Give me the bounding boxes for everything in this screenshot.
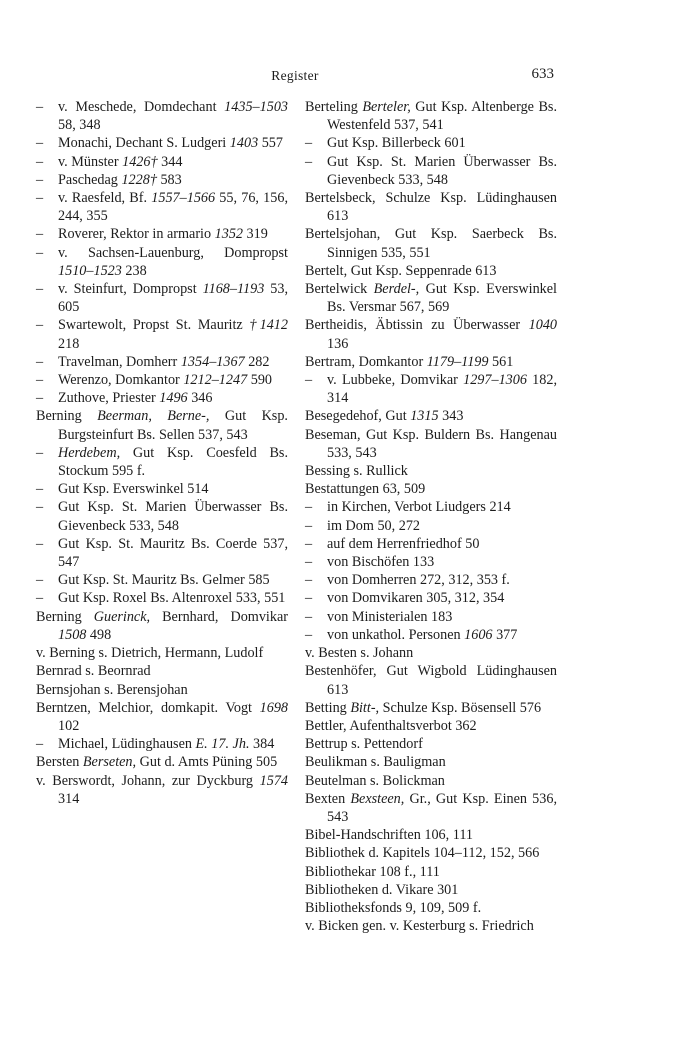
entry-text: Bertelwick (305, 281, 374, 298)
entry-text: v. Meschede, Domdechant (58, 99, 225, 115)
subentry-dash: – (36, 481, 44, 498)
entry-italic-text: 1212–1247 (183, 372, 248, 389)
entry-text: v. Berswordt, Johann, zur Dyckburg (36, 772, 260, 789)
entry-text: v. Münster (58, 153, 123, 170)
subentry-dash: – (36, 572, 44, 589)
entry-text: Beutelman s. Bolickman (305, 772, 445, 789)
entry-text: Bessing s. Rullick (305, 463, 408, 480)
index-entry (305, 644, 557, 662)
index-subentry (305, 589, 557, 607)
entry-text: Gut Ksp. Roxel Bs. Altenroxel 533, 551 (58, 590, 286, 607)
entry-italic-text: 1040 (528, 317, 557, 334)
index-entry (36, 753, 288, 771)
entry-text: Betting (305, 699, 351, 716)
index-entry (305, 790, 557, 826)
subentry-dash: – (305, 135, 313, 152)
index-entry (36, 681, 288, 699)
entry-italic-text: Herdebem, (58, 444, 121, 461)
entry-text: v. Berning s. Dietrich, Hermann, Ludolf (36, 645, 264, 662)
subentry-dash: – (36, 444, 44, 461)
index-subentry (36, 444, 288, 480)
entry-text: 583 (156, 171, 182, 188)
entry-italic-text: E. 17. Jh. (195, 736, 250, 753)
index-entry (36, 662, 288, 680)
page-header (36, 66, 554, 88)
index-entry (305, 863, 557, 881)
index-subentry (36, 171, 288, 189)
entry-text: Besegedehof, Gut (305, 408, 411, 425)
index-subentry (305, 517, 557, 535)
index-subentry (36, 535, 288, 571)
entry-italic-text: 1508 (58, 626, 87, 643)
index-entry (305, 662, 557, 698)
entry-text: 557 (258, 135, 283, 152)
entry-text: 498 (86, 626, 112, 643)
subentry-dash: – (305, 608, 313, 625)
entry-italic-text: 1352 (214, 226, 243, 243)
index-entry (305, 772, 557, 790)
index-entry (305, 917, 557, 935)
entry-text: Bersten (36, 754, 83, 771)
index-subentry (36, 735, 288, 753)
index-entry (305, 407, 557, 425)
index-subentry (305, 134, 557, 152)
entry-text: im Dom 50, 272 (327, 517, 421, 534)
index-column-left (36, 98, 288, 808)
entry-text: 218 (58, 335, 80, 352)
index-entry (36, 699, 288, 735)
entry-text: 590 (247, 372, 272, 389)
index-subentry (36, 371, 288, 389)
index-subentry (305, 535, 557, 553)
entry-text: Bexten (305, 790, 351, 807)
entry-text: v. Besten s. Johann (305, 645, 414, 662)
subentry-dash: – (36, 590, 44, 607)
entry-italic-text: Beerman, Berne-, (97, 408, 210, 425)
index-subentry (36, 498, 288, 534)
subentry-dash: – (36, 535, 44, 552)
entry-text: von unkathol. Personen (327, 626, 465, 643)
subentry-dash: – (36, 390, 44, 407)
index-entry (305, 225, 557, 261)
entry-text: Bernsjohan s. Berensjohan (36, 681, 188, 698)
entry-text: Bertram, Domkantor (305, 353, 427, 370)
entry-text: Schulze Ksp. Bösensell 576 (379, 699, 542, 716)
entry-text: Michael, Lüdinghausen (58, 736, 196, 753)
entry-text: Berntzen, Melchior, domkapit. Vogt (36, 699, 260, 716)
entry-text: Berteling (305, 99, 363, 115)
index-entry (305, 881, 557, 899)
index-entry (305, 826, 557, 844)
entry-italic-text: 1179–1199 (426, 353, 489, 370)
subentry-dash: – (305, 372, 313, 389)
entry-text: 182, 314 (327, 372, 558, 407)
index-subentry (36, 316, 288, 352)
index-subentry (305, 371, 557, 407)
entry-text: 343 (438, 408, 464, 425)
entry-text: Beulikman s. Bauligman (305, 754, 446, 771)
entry-italic-text: Berdel-, (373, 281, 420, 298)
entry-text: v. Sachsen-Lauenburg, Dompropst (58, 244, 288, 261)
entry-italic-text: †1412 (249, 317, 288, 334)
entry-italic-text: Bitt-, (350, 699, 380, 716)
entry-text: 561 (488, 353, 514, 370)
entry-text: Gut Ksp. St. Marien Überwasser Bs. Gievenbeck 533, 548 (58, 499, 288, 534)
subentry-dash: – (36, 171, 44, 188)
index-entry (305, 699, 557, 717)
entry-text: 377 (492, 626, 518, 643)
entry-text: 136 (327, 335, 349, 352)
index-entry (36, 407, 288, 443)
entry-text: 346 (187, 390, 213, 407)
page-number: 633 (531, 66, 554, 82)
entry-text: Bestenhöfer, Gut Wigbold Lüdinghausen 613 (305, 663, 557, 698)
index-entry (305, 262, 557, 280)
index-column-right (305, 98, 557, 935)
entry-italic-text: Berteler, (362, 99, 411, 115)
index-subentry (305, 553, 557, 571)
subentry-dash: – (36, 499, 44, 516)
entry-text: Bestattungen 63, 509 (305, 481, 426, 498)
index-subentry (36, 353, 288, 371)
entry-text: 319 (243, 226, 268, 243)
subentry-dash: – (305, 153, 313, 170)
entry-text: 238 (121, 262, 147, 279)
index-entry (305, 462, 557, 480)
index-subentry (36, 225, 288, 243)
entry-text: 58, 348 (58, 117, 101, 134)
index-subentry (36, 98, 288, 134)
entry-text: in Kirchen, Verbot Liudgers 214 (327, 499, 511, 516)
index-subentry (305, 153, 557, 189)
entry-text: Berning (36, 608, 94, 625)
entry-text: Gut Ksp. Altenberge Bs. Westenfeld 537, 541 (327, 99, 557, 134)
entry-italic-text: Bexsteen, (350, 790, 405, 807)
entry-text: Paschedag (58, 171, 122, 188)
entry-text: v. Bicken gen. v. Kesterburg s. Friedrich (305, 918, 534, 935)
entry-text: auf dem Herrenfriedhof 50 (327, 535, 480, 552)
entry-text: Gr., Gut Ksp. Einen 536, 543 (327, 790, 558, 825)
entry-text: Gut Ksp. St. Marien Überwasser Bs. Gievenbeck 533, 548 (327, 153, 557, 188)
index-entry (36, 772, 288, 808)
index-entry (305, 426, 557, 462)
entry-text: Berning (36, 408, 98, 425)
entry-text: Bibliothek d. Kapitels 104–112, 152, 566 (305, 845, 540, 862)
index-subentry (305, 571, 557, 589)
entry-text: 384 (249, 736, 275, 753)
entry-italic-text: 1698 (259, 699, 288, 716)
subentry-dash: – (36, 190, 44, 207)
entry-italic-text: 1228† (121, 171, 157, 188)
entry-italic-text: 1354–1367 (180, 353, 245, 370)
subentry-dash: – (36, 99, 44, 115)
entry-italic-text: 1168–1193 (202, 281, 265, 298)
index-subentry (36, 589, 288, 607)
entry-text: Bernrad s. Beornrad (36, 663, 151, 680)
entry-italic-text: 1557–1566 (151, 190, 216, 207)
index-subentry (36, 189, 288, 225)
index-subentry (305, 608, 557, 626)
entry-text: Beseman, Gut Ksp. Buldern Bs. Hangenau 533, 543 (305, 426, 557, 461)
subentry-dash: – (36, 372, 44, 389)
entry-text: Gut Ksp. Coesfeld Bs. Stockum 595 f. (58, 444, 288, 480)
entry-text: Bibliothekar 108 f., 111 (305, 863, 440, 880)
index-entry (305, 899, 557, 917)
entry-text: Travelman, Domherr (58, 353, 181, 370)
index-subentry (36, 480, 288, 498)
entry-text: 282 (244, 353, 270, 370)
entry-text: Roverer, Rektor in armario (58, 226, 215, 243)
entry-italic-text: 1510–1523 (58, 262, 122, 279)
index-subentry (36, 153, 288, 171)
subentry-dash: – (36, 226, 44, 243)
subentry-dash: – (36, 244, 44, 261)
index-subentry (36, 571, 288, 589)
subentry-dash: – (305, 590, 313, 607)
entry-italic-text: Guerinck, (93, 608, 151, 625)
subentry-dash: – (36, 353, 44, 370)
entry-text: Gut Ksp. St. Mauritz Bs. Gelmer 585 (58, 572, 270, 589)
entry-italic-text: 1426† (122, 153, 158, 170)
index-entry (305, 753, 557, 771)
index-subentry (36, 280, 288, 316)
entry-italic-text: 1496 (159, 390, 188, 407)
entry-text: Bettler, Aufenthaltsverbot 362 (305, 717, 477, 734)
entry-text: Monachi, Dechant S. Ludgeri (58, 135, 230, 152)
subentry-dash: – (305, 626, 313, 643)
entry-text: Bertelt, Gut Ksp. Seppenrade 613 (305, 262, 497, 279)
subentry-dash: – (305, 554, 313, 571)
entry-text: Gut Ksp. St. Mauritz Bs. Coerde 537, 547 (58, 535, 288, 571)
subentry-dash: – (36, 281, 44, 298)
entry-text: Gut Ksp. Burgsteinfurt Bs. Sellen 537, 543 (58, 408, 288, 443)
entry-text: v. Lubbeke, Domvikar (327, 372, 464, 389)
entry-text: von Domvikaren 305, 312, 354 (327, 590, 505, 607)
entry-text: Bertelsjohan, Gut Ksp. Saerbeck Bs. Sinnigen 535, 551 (305, 226, 557, 261)
entry-italic-text: 1315 (410, 408, 439, 425)
entry-text: Gut Ksp. Billerbeck 601 (327, 135, 466, 152)
entry-text: Bertheidis, Äbtissin zu Überwasser (305, 317, 529, 334)
index-entry (305, 280, 557, 316)
index-subentry (36, 389, 288, 407)
subentry-dash: – (36, 317, 44, 334)
entry-text: 53, 605 (58, 281, 288, 316)
entry-italic-text: 1574 (259, 772, 288, 789)
entry-text: von Domherren 272, 312, 353 f. (327, 572, 510, 589)
subentry-dash: – (36, 135, 44, 152)
entry-text: 314 (58, 790, 80, 807)
entry-italic-text: 1435–1503 (224, 99, 288, 115)
index-subentry (305, 626, 557, 644)
entry-text: Bertelsbeck, Schulze Ksp. Lüdinghausen 613 (305, 190, 557, 225)
entry-text: Gut Ksp. Everswinkel Bs. Versmar 567, 569 (327, 281, 557, 316)
index-entry (305, 717, 557, 735)
subentry-dash: – (305, 572, 313, 589)
entry-text: Werenzo, Domkantor (58, 372, 184, 389)
subentry-dash: – (36, 736, 44, 753)
entry-text: Bibel-Handschriften 106, 111 (305, 827, 473, 844)
index-entry (36, 608, 288, 644)
entry-text: Bibliotheken d. Vikare 301 (305, 881, 459, 898)
entry-text: v. Raesfeld, Bf. (58, 190, 152, 207)
index-subentry (305, 498, 557, 516)
index-entry (305, 316, 557, 352)
subentry-dash: – (305, 517, 313, 534)
entry-text: 102 (58, 717, 80, 734)
index-entry (36, 644, 288, 662)
entry-text: Bibliotheksfonds 9, 109, 509 f. (305, 899, 482, 916)
index-entry (305, 189, 557, 225)
entry-italic-text: 1606 (464, 626, 493, 643)
index-entry (305, 98, 557, 134)
index-entry (305, 353, 557, 371)
running-title: Register (271, 68, 319, 83)
entry-text: Gut Ksp. Everswinkel 514 (58, 481, 209, 498)
entry-italic-text: 1403 (229, 135, 259, 152)
entry-text: Bernhard, Domvikar (150, 608, 288, 625)
entry-text: v. Steinfurt, Dompropst (58, 281, 203, 298)
subentry-dash: – (305, 499, 313, 516)
index-entry (305, 480, 557, 498)
index-subentry (36, 134, 288, 152)
entry-italic-text: Berseten, (82, 754, 137, 771)
entry-text: Swartewolt, Propst St. Mauritz (58, 317, 250, 334)
index-entry (305, 735, 557, 753)
entry-text: von Bischöfen 133 (327, 554, 435, 571)
index-entry (305, 844, 557, 862)
entry-text: 55, 76, 156, 244, 355 (58, 190, 288, 225)
entry-text: 344 (157, 153, 183, 170)
entry-text: Bettrup s. Pettendorf (305, 736, 423, 753)
entry-italic-text: 1297–1306 (463, 372, 527, 389)
subentry-dash: – (305, 535, 313, 552)
subentry-dash: – (36, 153, 44, 170)
entry-text: von Ministerialen 183 (327, 608, 453, 625)
index-subentry (36, 244, 288, 280)
entry-text: Zuthove, Priester (58, 390, 160, 407)
entry-text: Gut d. Amts Püning 505 (136, 754, 278, 771)
